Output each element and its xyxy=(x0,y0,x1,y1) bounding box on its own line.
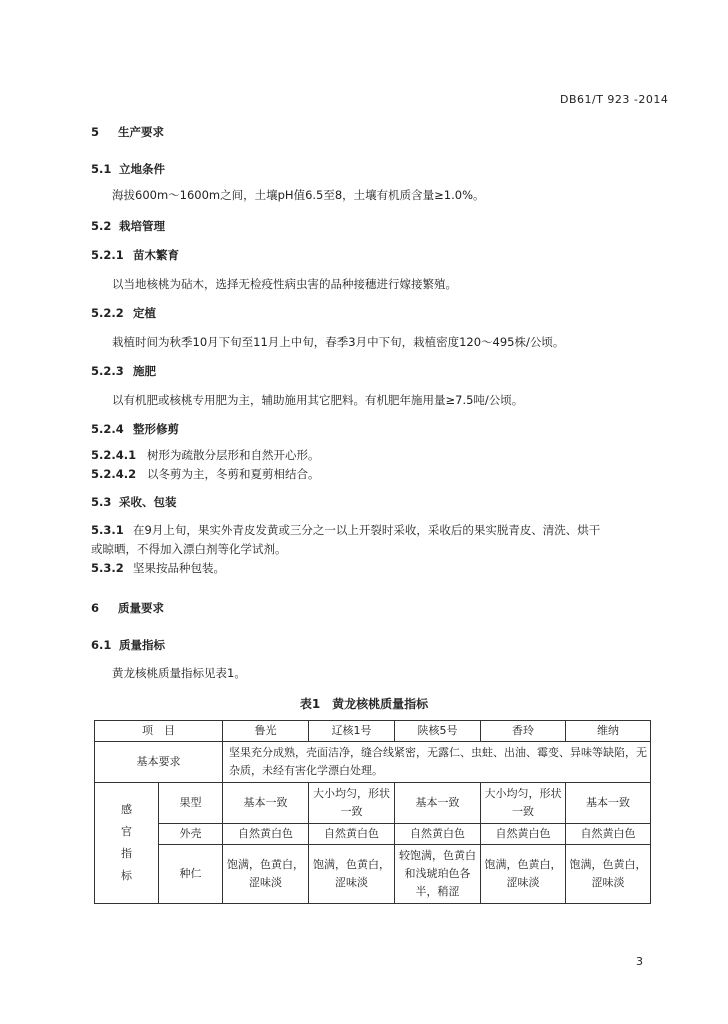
section-title: 栽培管理 xyxy=(119,219,165,233)
header-item: 项 目 xyxy=(95,721,223,742)
table-row-basic xyxy=(95,742,651,783)
section-5-2-2-text: 栽植时间为秋季10月下旬至11月上中旬，春季3月中下旬，栽植密度120～495株/公顷。 xyxy=(112,335,565,349)
quality-table xyxy=(94,720,651,904)
table-cell: 自然黄白色 xyxy=(395,824,481,845)
section-5-2-2-heading xyxy=(91,305,156,321)
header-liaohe1: 辽核1号 xyxy=(309,721,395,742)
clause-number: 5.3.2 xyxy=(91,561,124,575)
row-label: 果型 xyxy=(159,783,223,824)
clause-text: 树形为疏散分层形和自然开心形。 xyxy=(147,448,320,462)
clause-number: 5.2.4.1 xyxy=(91,448,137,462)
section-number: 5.2.3 xyxy=(91,364,124,378)
section-title: 采收、包装 xyxy=(119,495,177,509)
section-5-3-1-line2: 或晾晒，不得加入漂白剂等化学试剂。 xyxy=(91,542,287,556)
section-5-2-1-text: 以当地核桃为砧木，选择无检疫性病虫害的品种接穗进行嫁接繁殖。 xyxy=(112,277,457,291)
table-cell: 自然黄白色 xyxy=(481,824,566,845)
section-5-3-2 xyxy=(91,560,225,576)
clause-number: 5.3.1 xyxy=(91,523,124,537)
section-title: 苗木繁育 xyxy=(133,248,179,262)
section-number: 5 xyxy=(91,125,100,139)
section-number: 6.1 xyxy=(91,638,112,652)
section-number: 5.1 xyxy=(91,162,112,176)
section-6-1-heading xyxy=(91,637,165,653)
section-5-2-4-1 xyxy=(91,447,320,463)
table-cell: 饱满，色黄白，涩味淡 xyxy=(309,845,395,904)
section-5-2-4-2 xyxy=(91,466,320,482)
group-char: 感 xyxy=(121,803,132,816)
section-number: 5.2.1 xyxy=(91,248,124,262)
row-label: 种仁 xyxy=(159,845,223,904)
section-6-heading xyxy=(91,600,164,616)
group-char: 指 xyxy=(121,847,132,860)
table-cell: 基本一致 xyxy=(395,783,481,824)
section-title: 生产要求 xyxy=(118,125,164,139)
sensory-group-label xyxy=(95,783,159,904)
section-title: 整形修剪 xyxy=(133,422,179,436)
section-number: 5.2 xyxy=(91,219,112,233)
section-title: 施肥 xyxy=(133,364,156,378)
clause-text: 坚果按品种包装。 xyxy=(133,561,225,575)
section-title: 定植 xyxy=(133,306,156,320)
section-5-2-heading xyxy=(91,218,165,234)
section-5-3-1 xyxy=(91,522,600,538)
page-number: 3 xyxy=(636,955,643,968)
section-5-1-heading xyxy=(91,161,165,177)
section-5-2-4-heading xyxy=(91,421,179,437)
section-5-heading xyxy=(91,124,164,140)
header-shanhe5: 陕核5号 xyxy=(395,721,481,742)
basic-label: 基本要求 xyxy=(95,742,223,783)
table-cell: 较饱满，色黄白和浅琥珀色各半，稍涩 xyxy=(395,845,481,904)
table-cell: 饱满，色黄白，涩味淡 xyxy=(566,845,651,904)
group-char: 标 xyxy=(121,869,132,882)
table-cell: 大小均匀，形状一致 xyxy=(481,783,566,824)
clause-number: 5.2.4.2 xyxy=(91,467,137,481)
section-title: 质量要求 xyxy=(118,601,164,615)
header-weina: 维纳 xyxy=(566,721,651,742)
table-cell: 饱满，色黄白，涩味淡 xyxy=(481,845,566,904)
section-6-1-text: 黄龙核桃质量指标见表1。 xyxy=(112,666,246,680)
section-title: 立地条件 xyxy=(119,162,165,176)
table-cell: 饱满，色黄白，涩味淡 xyxy=(223,845,309,904)
clause-text: 以冬剪为主，冬剪和夏剪相结合。 xyxy=(147,467,320,481)
section-5-3-heading xyxy=(91,494,177,510)
table-cell: 自然黄白色 xyxy=(223,824,309,845)
section-number: 5.3 xyxy=(91,495,112,509)
row-label: 外壳 xyxy=(159,824,223,845)
table-row xyxy=(95,824,651,845)
section-number: 5.2.2 xyxy=(91,306,124,320)
section-number: 6 xyxy=(91,601,100,615)
table-row xyxy=(95,783,651,824)
section-number: 5.2.4 xyxy=(91,422,124,436)
section-5-2-1-heading xyxy=(91,247,179,263)
table-row xyxy=(95,845,651,904)
basic-requirement-text: 坚果充分成熟，壳面洁净，缝合线紧密，无露仁、虫蛀、出油、霉变、异味等缺陷，无杂质，未经有害化学漂白处理。 xyxy=(223,742,651,783)
header-luguang: 鲁光 xyxy=(223,721,309,742)
table-cell: 基本一致 xyxy=(566,783,651,824)
header-xiangling: 香玲 xyxy=(481,721,566,742)
group-char: 官 xyxy=(121,825,132,838)
table-cell: 自然黄白色 xyxy=(566,824,651,845)
table-header-row xyxy=(95,721,651,742)
section-title: 质量指标 xyxy=(119,638,165,652)
table-caption: 表1 黄龙核桃质量指标 xyxy=(299,697,429,711)
section-5-2-3-text: 以有机肥或核桃专用肥为主，辅助施用其它肥料。有机肥年施用量≥7.5吨/公顷。 xyxy=(112,393,524,407)
clause-text-line1: 在9月上旬，果实外青皮发黄或三分之一以上开裂时采收，采收后的果实脱青皮、清洗、烘干 xyxy=(133,523,601,537)
standard-number: DB61/T 923 -2014 xyxy=(560,93,669,106)
table-cell: 自然黄白色 xyxy=(309,824,395,845)
section-5-1-text: 海拔600m～1600m之间，土壤pH值6.5至8，土壤有机质含量≥1.0%。 xyxy=(112,188,485,202)
section-5-2-3-heading xyxy=(91,363,156,379)
table-cell: 基本一致 xyxy=(223,783,309,824)
table-cell: 大小均匀，形状一致 xyxy=(309,783,395,824)
